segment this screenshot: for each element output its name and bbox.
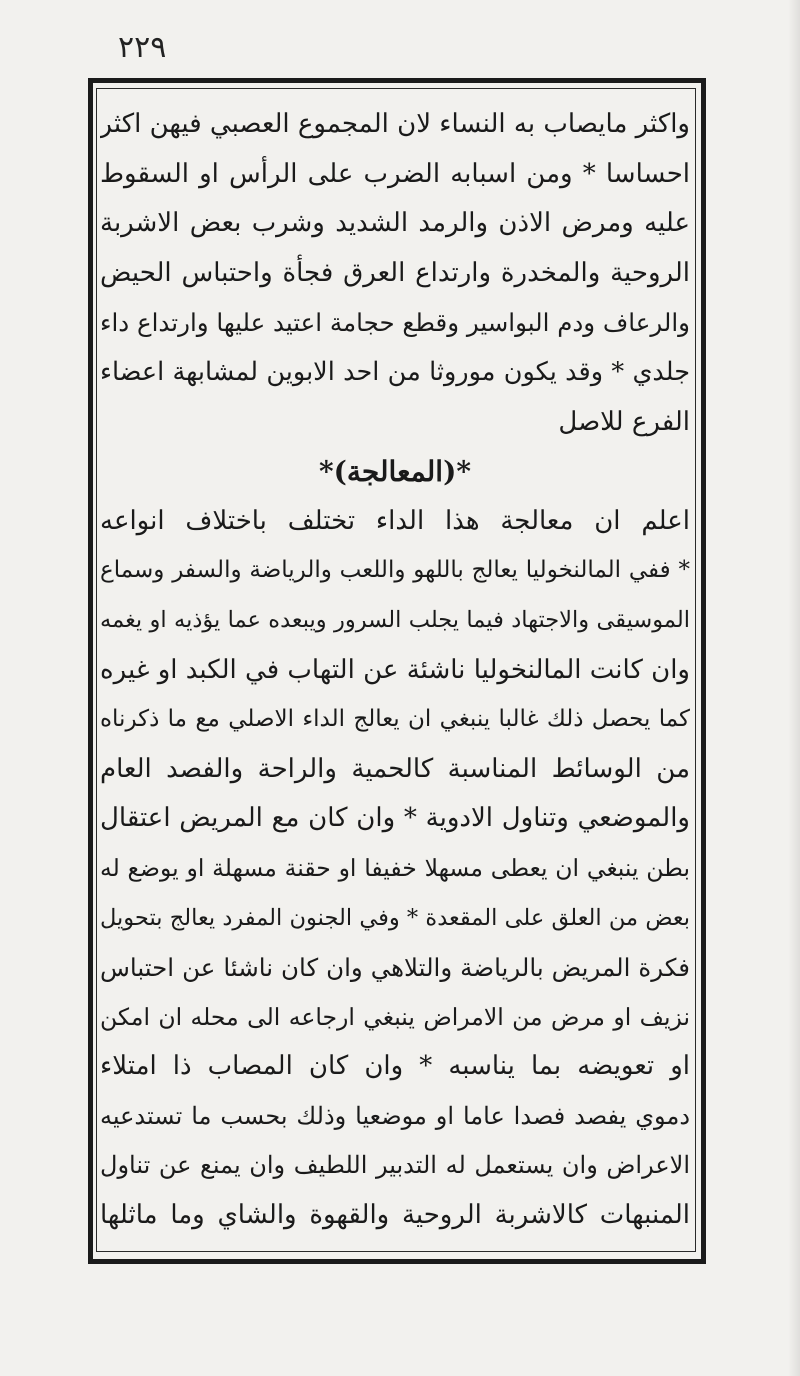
- text-line-1: واكثر مايصاب به النساء لان المجموع العصبي فيهن اكثر: [100, 109, 690, 139]
- body-text: [100, 100, 690, 1241]
- text-line-9: اعلم ان معالجة هذا الداء تختلف باختلاف انواعه: [100, 505, 690, 536]
- text-line-6: جلدي * وقد يكون موروثا من احد الابوين لمشابهة اعضاء: [100, 356, 690, 387]
- text-line-12: وان كانت المالنخوليا ناشئة عن التهاب في الكبد او غيره: [100, 654, 690, 685]
- page-edge-shadow: [788, 0, 800, 1376]
- text-line-17: بعض من العلق على المقعدة * وفي الجنون المفرد يعالج بتحويل: [100, 904, 690, 931]
- text-line-23: المنبهات كالاشربة الروحية والقهوة والشاي وما ماثلها: [100, 1200, 690, 1231]
- text-line-14: من الوسائط المناسبة كالحمية والراحة والفصد العام: [100, 753, 690, 784]
- text-line-16: بطن ينبغي ان يعطى مسهلا خفيفا او حقنة مسهلة او يوضع له: [100, 853, 690, 882]
- text-line-7: الفرع للاصل: [558, 406, 690, 437]
- section-heading: *(المعالجة)*: [319, 455, 471, 489]
- text-line-22: الاعراض وان يستعمل له التدبير اللطيف وان يمنع عن تناول: [100, 1151, 690, 1180]
- text-line-13: كما يحصل ذلك غالبا ينبغي ان يعالج الداء الاصلي مع ما ذكرناه: [100, 706, 690, 733]
- text-line-4: الروحية والمخدرة وارتداع العرق فجأة واحتباس الحيض: [100, 257, 690, 288]
- text-line-20: او تعويضه بما يناسبه * وان كان المصاب ذا امتلاء: [100, 1051, 690, 1082]
- text-line-3: عليه ومرض الاذن والرمد الشديد وشرب بعض الاشربة: [100, 208, 690, 239]
- text-line-2: احساسا * ومن اسبابه الضرب على الرأس او السقوط: [100, 158, 690, 189]
- page-number: ٢٢٩: [118, 30, 167, 65]
- text-line-21: دموي يفصد فصدا عاما او موضعيا وذلك بحسب ما تستدعيه: [100, 1101, 690, 1130]
- text-line-10: * ففي المالنخوليا يعالج باللهو واللعب والرياضة والسفر وسماع: [100, 557, 690, 584]
- text-line-18: فكرة المريض بالرياضة والتلاهي وان كان ناشئا عن احتباس: [100, 953, 690, 983]
- text-line-5: والرعاف ودم البواسير وقطع حجامة اعتيد عليها وارتداع داء: [100, 308, 690, 338]
- text-line-15: والموضعي وتناول الادوية * وان كان مع المريض اعتقال: [100, 803, 690, 834]
- text-line-19: نزيف او مرض من الامراض ينبغي ارجاعه الى محله ان امكن: [100, 1002, 690, 1031]
- text-line-11: الموسيقى والاجتهاد فيما يجلب السرور ويبعده عما يؤذيه او يغمه: [100, 606, 690, 633]
